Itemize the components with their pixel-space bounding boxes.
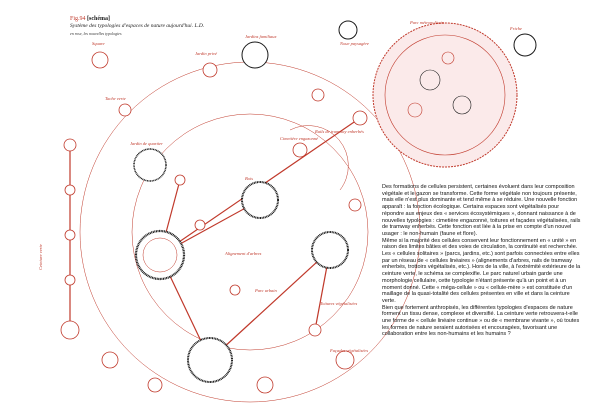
- cell-top-right: [339, 21, 357, 39]
- cell-small: [349, 199, 361, 211]
- cell-small: [230, 285, 240, 295]
- orbit-outer: [80, 62, 420, 402]
- cell-small: [312, 89, 324, 101]
- figure-number: Fig.94: [70, 16, 86, 22]
- cell-parc-est: [312, 232, 348, 268]
- cell-jardin-nord: [134, 149, 166, 181]
- label-alignement: Alignement d'arbres: [225, 251, 262, 256]
- label-jardins-familiaux: Jardins familiaux: [245, 34, 277, 39]
- cell-small: [148, 378, 162, 392]
- cell-bois: [242, 182, 278, 218]
- label-toitures: Toitures végétalisées: [320, 301, 358, 306]
- cell-small: [195, 220, 205, 230]
- label-noue: Noue paysagère: [340, 41, 369, 46]
- connector-est: [210, 250, 330, 360]
- label-ceinture-verte: Ceinture verte: [38, 244, 43, 270]
- label-parc-metropolitain: Parc métropolitain: [410, 20, 445, 25]
- cell-small: [175, 175, 185, 185]
- label-cimetiere: Cimetière engazonné: [280, 136, 318, 141]
- figure-subtitle: en rose, les nouvelles typologies: [70, 31, 122, 36]
- paragraph-3: Bien que fortement anthropisés, les différentes typologies d'espaces de nature forment un tissu dense, complexe et diversifié. La ceinture verte retrouvera-t-elle une forme de « cellule linéaire continue » ou de « membrane vivante », où toutes les formes de nature seraient autorisées et encouragées, favorisant une collaboration entre les non-humains et les humains ?: [382, 304, 580, 338]
- cell-small: [61, 321, 79, 339]
- label-tache: Tache verte: [105, 96, 126, 101]
- cell-small: [65, 230, 75, 240]
- label-square: Square: [92, 41, 105, 46]
- body-text: [382, 184, 582, 338]
- cell-parc-sud: [188, 338, 232, 382]
- cell-small: [257, 377, 273, 393]
- cell-small: [309, 324, 321, 336]
- mega-cell: [373, 23, 517, 167]
- cell-small: [203, 63, 217, 77]
- label-facades: Façades végétalisées: [330, 348, 369, 353]
- cell-small: [293, 143, 307, 157]
- cell-small: [102, 352, 118, 368]
- cell-far-right: [514, 34, 536, 56]
- cell-small: [119, 104, 131, 116]
- cell-top: [242, 42, 268, 68]
- cell-small: [65, 185, 75, 195]
- label-friche: Friche: [510, 26, 522, 31]
- mega-cell-membrane: [373, 23, 517, 167]
- orbit-rings: [80, 62, 420, 402]
- cell-small: [64, 139, 76, 151]
- label-rails-tramway: Rails de tramway enherbés: [315, 129, 364, 134]
- cell-small: [65, 275, 75, 285]
- paragraph-2: Même si la majorité des cellules conservent leur fonctionnement en « unité » en raison des limites bâties et des voies de circulation, la continuité est recherchée. Les « cellules solitaires » (parcs, jardins, etc.) sont parfois connectées entre elles par un réseau de « cellules linéaires » (alignements d'arbres, rails de tramway enherbés, trottoirs végétalisés, etc.). Hors de la ville, à l'extrémité extérieure de la ceinture verte, le schéma se complexifie. Le parc naturel urbain garde une morphologie cellulaire, cette typologie n'étant présente qu'à un point et à un moment donné. Cette « méga-cellule » ou « cellule-mère » est constituée d'un maillage de la quasi-totalité des cellules présentes en ville et dans la ceinture verte.: [382, 237, 581, 304]
- cell-small: [336, 351, 354, 369]
- label-jardin-prive: Jardin privé: [195, 51, 217, 56]
- label-bois: Bois: [245, 176, 254, 181]
- paragraph-1: Des formations de cellules persistent, certaines évoluent dans leur composition végétale et le gazon se transforme. Cette forme végétale non toujours présente, mais elle n'est plus dominante et tend même à se réduire. Une nouvelle fonction apparaît : la fonction écologique. Certains espaces sont végétalisés pour répondre aux enjeux des « services écosystémiques », donnant naissance à de nouvelles typologies : cimetière engazonné, toitures et façades végétalisées, rails de tramway enherbés. Cette fonction est liée à la prise en compte d'un nouvel usager : le non-humain (faune et flore).: [382, 184, 581, 237]
- cell-small: [92, 52, 108, 68]
- figure-title: Système des typologies d'espaces de nature aujourd'hui. L.D.: [70, 23, 205, 29]
- label-parc-urbain: Parc urbain: [255, 288, 277, 293]
- label-jardin-quartier: Jardin de quartier: [130, 141, 163, 146]
- cell-small: [353, 111, 367, 125]
- figure-tag: [schéma]: [87, 16, 111, 22]
